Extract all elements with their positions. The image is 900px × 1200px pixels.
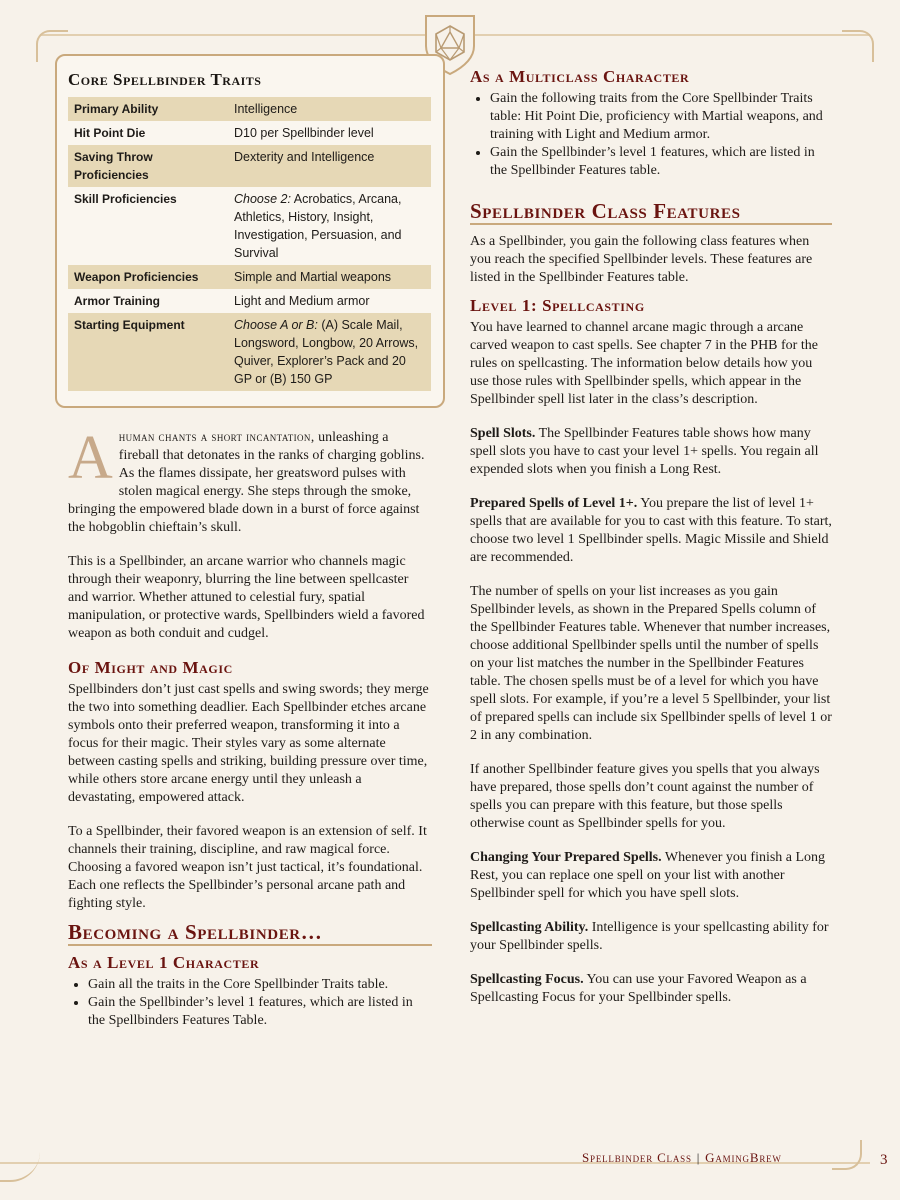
trait-value: D10 per Spellbinder level xyxy=(228,121,431,145)
top-right-ornament xyxy=(842,30,874,62)
spellcasting-ability-lead: Spellcasting Ability. xyxy=(470,920,589,935)
spellcasting-focus-lead: Spellcasting Focus. xyxy=(470,972,584,987)
left-column xyxy=(68,424,432,1030)
table-row xyxy=(68,121,431,145)
intro-paragraph-2: This is a Spellbinder, an arcane warrior who channels magic through their weaponry, blurring the line between spellcaster and warrior. Whether attuned to celestial fury, spatial manipulation, or protective wards, Spellbinders wield a favored weapon as both conduit and cudgel. xyxy=(68,554,425,641)
spellcasting-focus-text: You can use your Favored Weapon as a Spellcasting Focus for your Spellbinder spells. xyxy=(470,972,807,1005)
trait-key: Starting Equipment xyxy=(68,313,228,391)
page-number: 3 xyxy=(880,1152,888,1168)
traits-title: Core Spellbinder Traits xyxy=(68,70,262,89)
table-row xyxy=(68,97,431,121)
trait-value: Dexterity and Intelligence xyxy=(228,145,431,187)
might-heading: Of Might and Magic xyxy=(68,658,233,677)
list-item: • Gain the following traits from the Core Spellbinder Traits table: Hit Point Die, proficiency with Martial weapons, and training with Light and Medium armor. xyxy=(490,90,832,144)
list-item: • Gain the Spellbinder’s level 1 features, which are listed in the Spellbinders Features Table. xyxy=(88,994,432,1030)
might-paragraph-1: Spellbinders don’t just cast spells and swing swords; they merge the two into something deadlier. Each Spellbinder etches arcane symbols onto their preferred weapon, transforming it into a focus for their magic. Their styles vary as some alternate between casting spells and striking, building pressure over time, while others store arcane energy until they unleash a devastating, empowered attack. xyxy=(68,682,429,805)
footer xyxy=(582,1150,782,1166)
trait-value-prefix: Choose A or B: xyxy=(234,318,318,332)
level1-list xyxy=(68,976,432,1030)
might-paragraph-2: To a Spellbinder, their favored weapon is an extension of self. It channels their training, discipline, and raw magical force. Choosing a favored weapon isn’t just tactical, it’s foundational. Each one reflects the Spellbinder’s personal arcane path and fighting style. xyxy=(68,824,427,911)
table-row xyxy=(68,145,431,187)
intro-text: unleashing a fireball that detonates in the ranks of charging goblins. As the flames dissipate, her greatsword pulses with stolen magical energy. She steps through the smoke, bringing the empowered blade down in a burst of force against the hobgoblin chieftain’s skull. xyxy=(68,430,425,535)
intro-smallcaps: human chants a short incantation, xyxy=(118,429,315,444)
list-item: • Gain the Spellbinder’s level 1 features, which are listed in the Spellbinder Features table. xyxy=(490,144,832,180)
list-item: • Gain all the traits in the Core Spellbinder Traits table. xyxy=(88,976,432,994)
drop-cap: A xyxy=(68,424,113,492)
table-row xyxy=(68,187,431,265)
trait-value xyxy=(228,313,431,391)
level1-heading: As a Level 1 Character xyxy=(68,953,260,972)
trait-value: Light and Medium armor xyxy=(228,289,431,313)
trait-key: Armor Training xyxy=(68,289,228,313)
trait-value: Intelligence xyxy=(228,97,431,121)
spellcasting-focus-paragraph xyxy=(470,971,832,1007)
bottom-right-ornament xyxy=(832,1140,862,1170)
trait-key: Weapon Proficiencies xyxy=(68,265,228,289)
trait-value xyxy=(228,187,431,265)
multiclass-list xyxy=(470,90,832,180)
changing-spells-lead: Changing Your Prepared Spells. xyxy=(470,850,662,865)
another-feature-paragraph: If another Spellbinder feature gives you spells that you always have prepared, those spells don’t count against the number of spells you can prepare with this feature, but those spells otherwise count as Spellbinder spells for you. xyxy=(470,762,820,831)
trait-value-prefix: Choose 2: xyxy=(234,192,291,206)
spell-slots-lead: Spell Slots. xyxy=(470,426,536,441)
footer-separator: | xyxy=(696,1150,701,1165)
trait-key: Hit Point Die xyxy=(68,121,228,145)
table-row xyxy=(68,265,431,289)
traits-table xyxy=(68,97,431,391)
features-intro: As a Spellbinder, you gain the following class features when you reach the specified Spellbinder levels. These features are listed in the Spellbinder Features table. xyxy=(470,234,813,285)
trait-value: Simple and Martial weapons xyxy=(228,265,431,289)
trait-key: Skill Proficiencies xyxy=(68,187,228,265)
changing-spells-paragraph xyxy=(470,849,832,903)
prepared-spells-paragraph xyxy=(470,495,832,567)
trait-key: Saving Throw Proficiencies xyxy=(68,145,228,187)
trait-value-text: Acrobatics, Arcana, Athletics, History, Insight, Investigation, Persuasion, and Survival xyxy=(234,192,402,260)
spell-slots-paragraph xyxy=(470,425,832,479)
bottom-left-ornament xyxy=(0,1150,40,1182)
spellcasting-ability-text: Intelligence is your spellcasting ability for your Spellbinder spells. xyxy=(470,920,829,953)
trait-key: Primary Ability xyxy=(68,97,228,121)
prepared-spells-text: You prepare the list of level 1+ spells that are available for you to cast with this feature. To start, choose two level 1 Spellbinder spells. Magic Missile and Shield are recommended. xyxy=(470,496,832,565)
spell-slots-text: The Spellbinder Features table shows how many spell slots you have to cast your level 1+ spells. You regain all expended slots when you finish a Long Rest. xyxy=(470,426,819,477)
intro-paragraph xyxy=(68,424,432,537)
spellcasting-ability-paragraph xyxy=(470,919,832,955)
spellcasting-heading: Level 1: Spellcasting xyxy=(470,296,645,315)
number-of-spells-paragraph: The number of spells on your list increases as you gain Spellbinder levels, as shown in the Prepared Spells column of the Spellbinder Features table. Whenever that number increases, choose additional Spellbinder spells until the number of spells on your list matches the number in the Spellbinder Features table. The chosen spells must be of a level for which you have spell slots. For example, if you’re a level 5 Spellbinder, your list of prepared spells can include six Spellbinder spells of level 1 or 2 in any combination. xyxy=(470,584,832,743)
right-column xyxy=(470,68,832,1023)
multiclass-heading: As a Multiclass Character xyxy=(470,67,690,86)
table-row xyxy=(68,289,431,313)
prepared-spells-lead: Prepared Spells of Level 1+. xyxy=(470,496,638,511)
footer-publisher: GamingBrew xyxy=(705,1150,782,1165)
spellcasting-paragraph: You have learned to channel arcane magic through a arcane carved weapon to cast spells. See chapter 7 in the PHB for the rules on spellcasting. The information below details how you use those rules with Spellbinder spells, which appear in the Spellbinder spell list later in the class’s description. xyxy=(470,320,818,407)
trait-value-text: (A) Scale Mail, Longsword, Longbow, 20 Arrows, Quiver, Explorer’s Pack and 20 GP or (B) 150 GP xyxy=(234,318,419,386)
footer-section: Spellbinder Class xyxy=(582,1150,692,1165)
becoming-heading: Becoming a Spellbinder… xyxy=(68,923,432,946)
features-heading: Spellbinder Class Features xyxy=(470,202,832,225)
table-row xyxy=(68,313,431,391)
changing-spells-text: Whenever you finish a Long Rest, you can replace one spell on your list with another Spellbinder spell for which you have spell slots. xyxy=(470,850,826,901)
